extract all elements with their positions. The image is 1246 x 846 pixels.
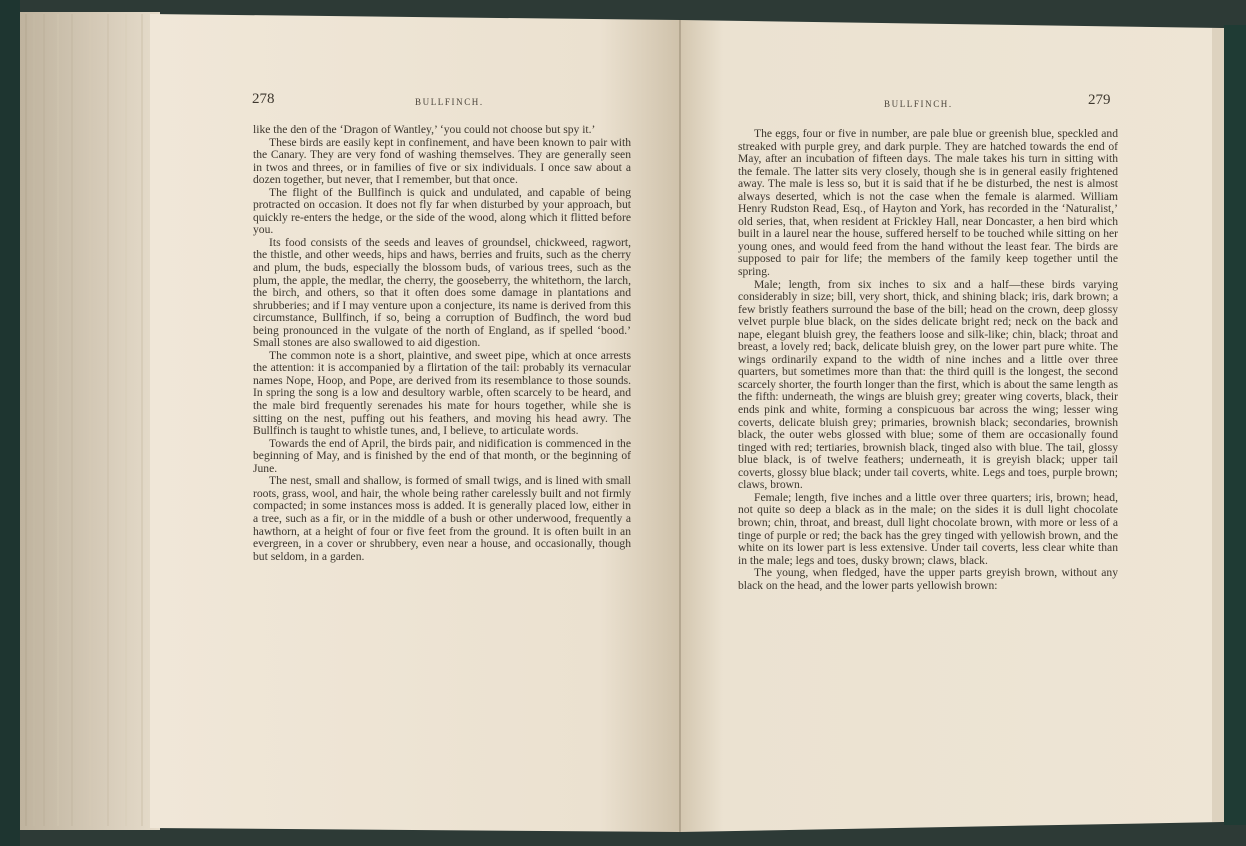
left-running-head: BULLFINCH. <box>415 97 484 107</box>
paragraph: Female; length, five inches and a little over three quarters; iris, brown; head, not quite so deep a black as in the male; on the sides it is dull light chocolate brown; chin, throat, and breast, dull light chocolate brown, with more or less of a tinge of purple or red; the back has the grey tinged with yellowish brown, and the white on its lower part is less extensive. Under tail coverts, less clear white than in the male; legs and toes, dusky brown; claws, black. <box>738 490 1118 567</box>
right-cover-edge <box>1224 25 1246 825</box>
paragraph: The flight of the Bullfinch is quick and undulated, and capable of being protracted on occasion. It does not fly far when disturbed by your approach, but quickly re-enters the hedge, or the side of the wood, along which it flitted before you. <box>253 185 631 237</box>
right-running-head: BULLFINCH. <box>884 99 953 109</box>
left-page-body <box>253 124 631 563</box>
right-page-edges <box>1212 28 1224 822</box>
paragraph: Towards the end of April, the birds pair, and nidification is commenced in the beginning of May, and is finished by the end of that month, or the beginning of June. <box>253 436 631 475</box>
left-cover-edge <box>0 0 20 846</box>
paragraph: These birds are easily kept in confinement, and have been known to pair with the Canary. They are very fond of washing themselves. They are generally seen in twos and threes, or in families of five or six individuals. I once saw about a dozen together, but never, that I remember, but that once. <box>253 135 631 187</box>
page-edge-stack <box>20 12 160 830</box>
paragraph: The common note is a short, plaintive, and sweet pipe, which at once arrests the attention: it is accompanied by a flirtation of the tail: probably its vernacular names Nope, Hoop, and Pope, are derived from its resemblance to those sounds. In spring the song is a low and desultory warble, often scarcely to be heard, and the male bird frequently serenades his mate for hours together, while she is sitting on the nest, puffing out his feathers, and moving his head awry. The Bullfinch is taught to whistle tunes, and, I believe, to articulate words. <box>253 348 631 438</box>
right-page-body <box>738 128 1118 592</box>
paragraph: Its food consists of the seeds and leaves of groundsel, chickweed, ragwort, the thistle, and other weeds, hips and haws, berries and fruits, such as the cherry and plum, the buds, especially the blossom buds, of various trees, such as the plum, the apple, the medlar, the cherry, the gooseberry, the whitethorn, the larch, the birch, and others, so that it often does some damage in plantations and shrubberies; and if I may venture upon a conjecture, its name is derived from this circumstance, Bullfinch, if so, being a corruption of Budfinch, the word bud being pronounced in the vulgate of the north of England, as if spelled ‘bood.’ Small stones are also swallowed to aid digestion. <box>253 235 631 350</box>
paragraph: The young, when fledged, have the upper parts greyish brown, without any black on the head, and the lower parts yellowish brown: <box>738 566 1118 592</box>
paragraph: The nest, small and shallow, is formed of small twigs, and is lined with small roots, grass, wool, and hair, the whole being rather carelessly built and not firmly compacted; in some instances moss is added. It is generally placed low, either in a tree, such as a fir, or in the middle of a bush or other underwood, frequently a hawthorn, at a height of four or five feet from the ground. It is often built in an evergreen, in a cover or shrubbery, even near a house, and occasionally, though but seldom, in a garden. <box>253 474 631 563</box>
paragraph: Male; length, from six inches to six and a half—these birds varying considerably in size; bill, very short, thick, and shining black; iris, dark brown; a few bristly feathers surround the base of the bill; head on the crown, deep glossy velvet purple blue black, on the sides delicate bright red; neck on the back and nape, elegant bluish grey, the feathers loose and silk-like; chin, black; throat and breast, a lovely red; back, delicate bluish grey, on the lower part pure white. The wings ordinarily expand to the width of nine inches and a little over three quarters, but sometimes more than that: the third quill is the longest, the second scarcely shorter, the fourth longer than the first, which is about the same length as the fifth: underneath, the wings are bluish grey; greater wing coverts, black, their ends pink and white, forming a conspicuous bar across the wing; lesser wing coverts, delicate bluish grey; primaries, brownish black; secondaries, brownish black, the outer webs glossed with blue; some of them are occasionally found tinged with red; tertiaries, brownish black, tinged also with blue. The tail, glossy blue black, is of twelve feathers; underneath, it is greyish black; upper tail coverts, glossy blue black; under tail coverts, white. Legs and toes, purple brown; claws, brown. <box>738 277 1118 492</box>
right-page-number: 279 <box>1088 92 1111 108</box>
paragraph: like the den of the ‘Dragon of Wantley,’ ‘you could not choose but spy it.’ <box>253 123 596 136</box>
paragraph: The eggs, four or five in number, are pale blue or greenish blue, speckled and streaked with purple grey, and dark purple. They are hatched towards the end of May, after an incubation of fifteen days. The male takes his turn in sitting with the female. The latter sits very closely, though she is in general easily frightened away. The male is less so, but it is said that if he be disturbed, the nest is almost always deserted, which is not the case when the female is alarmed. William Henry Rudston Read, Esq., of Hayton and York, has recorded in the ‘Naturalist,’ old series, that, when resident at Frickley Hall, near Doncaster, a hen bird which built in a laurel near the house, suffered herself to be touched while sitting on her young ones, and would feed from the hand without the least fear. The birds are supposed to pair for life; the members of the family keep together until the spring. <box>738 127 1118 279</box>
left-page-number: 278 <box>252 91 275 107</box>
